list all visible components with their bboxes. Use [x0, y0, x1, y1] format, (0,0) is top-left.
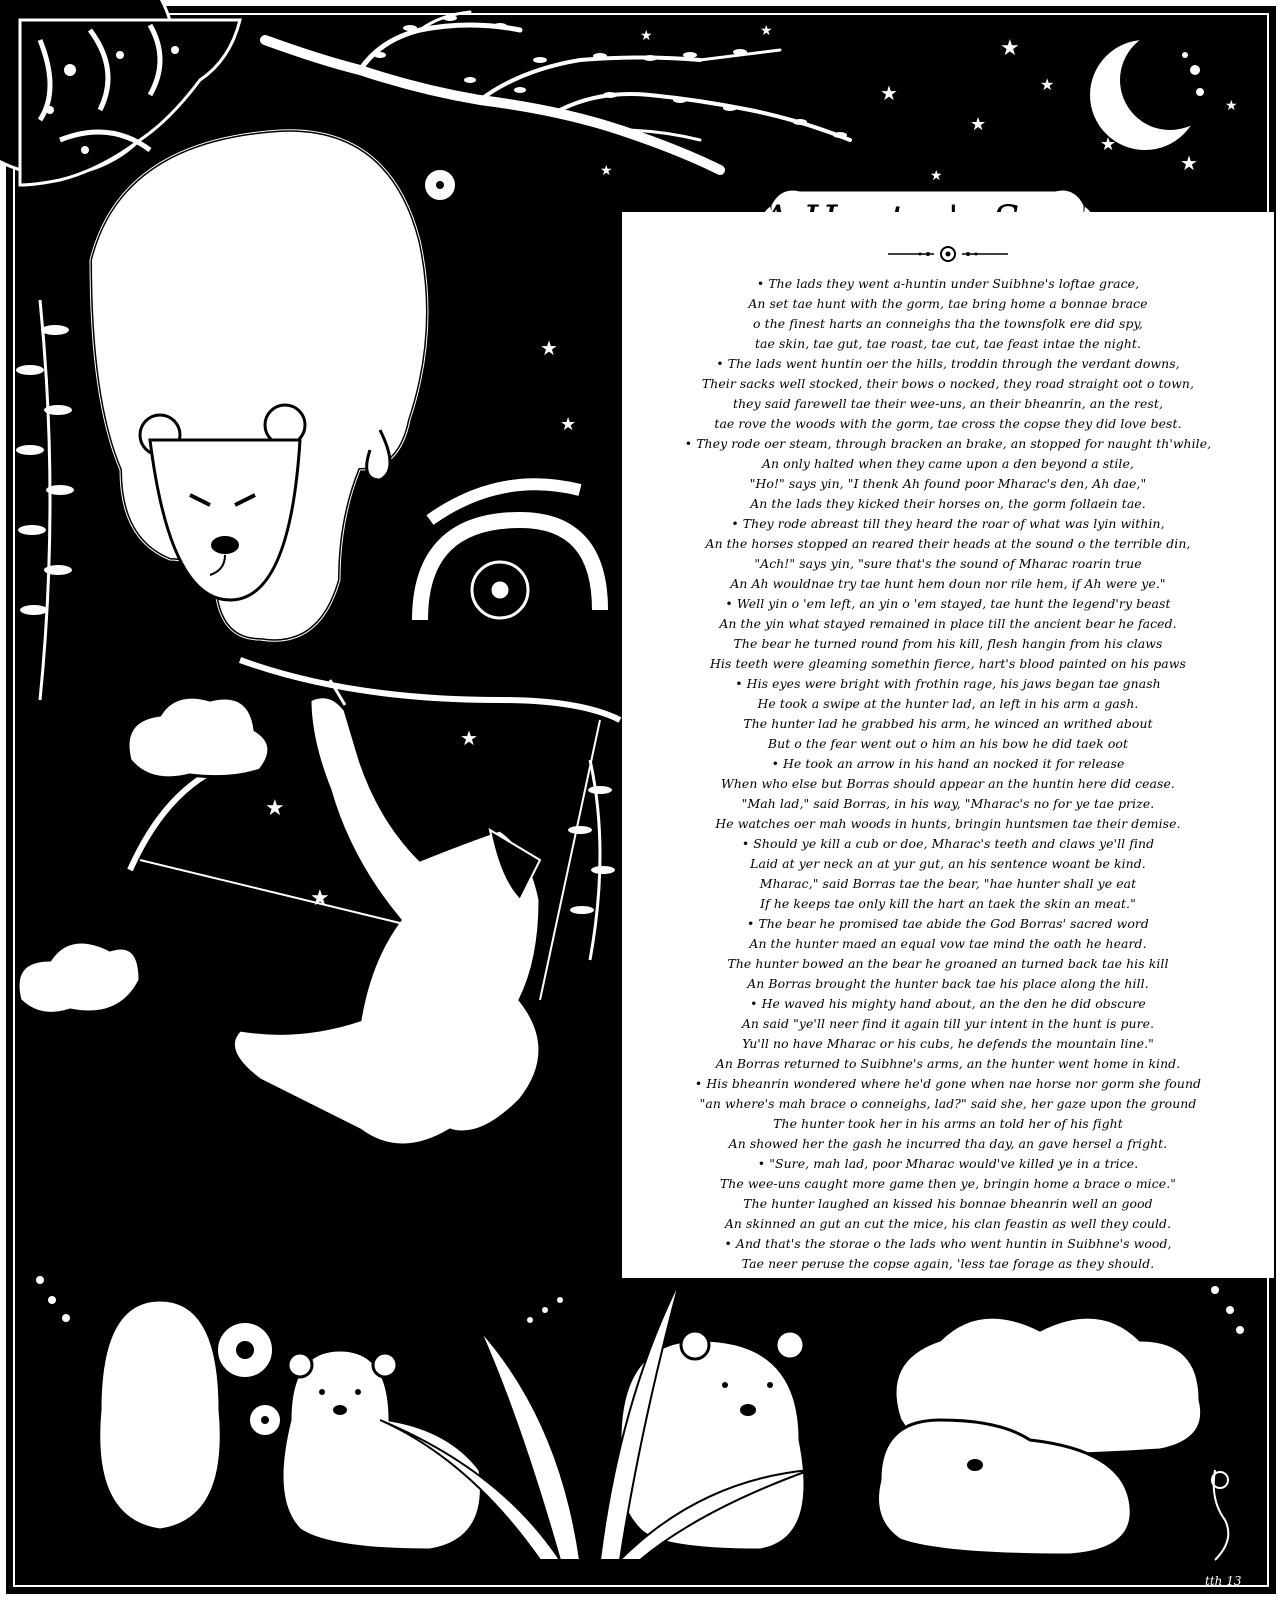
poem-line: An the hunter maed an equal vow tae mind the oath he heard.: [749, 936, 1147, 951]
poem-line: • They rode abreast till they heard the roar of what was lyin within,: [731, 516, 1165, 531]
poem-line: • His eyes were bright with frothin rage, his jaws began tae gnash: [735, 676, 1161, 691]
poem-line: Yu'll no have Mharac or his cubs, he defends the mountain line.": [742, 1036, 1154, 1051]
poem-line: His teeth were gleaming somethin fierce, hart's blood painted on his paws: [710, 656, 1186, 671]
poem-line: An Borras returned to Suibhne's arms, an the hunter went home in kind.: [715, 1056, 1181, 1071]
poem-line: An Borras brought the hunter back tae his place along the hill.: [747, 976, 1149, 991]
poem-line: • The bear he promised tae abide the God Borras' sacred word: [747, 916, 1149, 931]
svg-text:★: ★: [265, 796, 285, 821]
poem-line: Laid at yer neck an at yur gut, an his sentence woant be kind.: [750, 856, 1146, 871]
poem-line: He took a swipe at the hunter lad, an left in his arm a gash.: [757, 696, 1139, 711]
swirl-icon: [420, 484, 600, 620]
poem-line: "Ho!" says yin, "I thenk Ah found poor Mharac's den, Ah dae,": [749, 476, 1147, 491]
poem-line: • He took an arrow in his hand an nocked it for release: [771, 756, 1125, 771]
poem-line: tae rove the woods with the gorm, tae cross the copse they did love best.: [714, 416, 1182, 431]
poem-line: If he keeps tae only kill the hart an taek the skin an meat.": [760, 896, 1136, 911]
poem-line: • Well yin o 'em left, an yin o 'em stayed, tae hunt the legend'ry beast: [725, 596, 1171, 611]
poem-line: • They rode oer steam, through bracken an brake, an stopped for naught th'while,: [684, 436, 1212, 451]
signature-text: tth 13: [1205, 1574, 1242, 1588]
poem-line: An the yin what stayed remained in place till the ancient bear he faced.: [719, 616, 1177, 631]
svg-text:★: ★: [600, 163, 613, 179]
svg-text:★: ★: [460, 726, 478, 750]
bear-icon: [90, 130, 428, 641]
poem-line: The wee-uns caught more game then ye, bringin home a brace o mice.": [719, 1176, 1177, 1191]
poem-line: "an where's mah brace o conneighs, lad?" said she, her gaze upon the ground: [699, 1096, 1197, 1111]
poem-line: An only halted when they came upon a den beyond a stile,: [762, 456, 1134, 471]
svg-text:★: ★: [930, 168, 943, 184]
poem-line: they said farewell tae their wee-uns, an their bheanrin, an the rest,: [733, 396, 1163, 411]
svg-text:★: ★: [1000, 36, 1020, 61]
poem-line: "Ach!" says yin, "sure that's the sound of Mharac roarin true: [754, 556, 1142, 571]
poem-line: When who else but Borras should appear an the huntin here did cease.: [721, 776, 1175, 791]
poem-line: • The lads they went a-huntin under Suibhne's loftae grace,: [756, 276, 1140, 291]
poem-line: An Ah wouldnae try tae hunt hem doun nor rile hem, if Ah were ye.": [730, 576, 1166, 591]
poem-line: An showed her the gash he incurred tha day, an gave hersel a fright.: [728, 1136, 1168, 1151]
poem-line: o the finest harts an conneighs tha the townsfolk ere did spy,: [753, 316, 1143, 331]
svg-text:★: ★: [540, 336, 558, 360]
poem-line: The bear he turned round from his kill, flesh hangin from his claws: [733, 636, 1163, 651]
svg-text:★: ★: [640, 28, 653, 44]
poem-line: • His bheanrin wondered where he'd gone when nae horse nor gorm she found: [694, 1076, 1202, 1091]
poem-line: tae skin, tae gut, tae roast, tae cut, tae feast intae the night.: [754, 336, 1142, 351]
poem-line: • And that's the storae o the lads who went huntin in Suibhne's wood,: [724, 1236, 1172, 1251]
poem-line: An the horses stopped an reared their heads at the sound o the terrible din,: [705, 536, 1191, 551]
poem: [622, 274, 1274, 1274]
svg-text:★: ★: [310, 886, 330, 911]
poem-line: Their sacks well stocked, their bows o nocked, they road straight oot o town,: [701, 376, 1195, 391]
poem-line: "Mah lad," said Borras, in his way, "Mharac's no for ye tae prize.: [741, 796, 1155, 811]
divider-top-icon: [888, 242, 1008, 266]
poem-line: • Should ye kill a cub or doe, Mharac's teeth and claws ye'll find: [741, 836, 1155, 851]
svg-text:★: ★: [560, 414, 577, 435]
poem-line: An skinned an gut an cut the mice, his clan feastin as well they could.: [724, 1216, 1172, 1231]
svg-text:★: ★: [1040, 75, 1055, 94]
poem-panel: [622, 212, 1274, 1278]
poem-line: He watches oer mah woods in hunts, bringin huntsmen tae their demise.: [715, 816, 1181, 831]
poem-line: • He waved his mighty hand about, an the den he did obscure: [750, 996, 1146, 1011]
svg-text:★: ★: [1225, 98, 1238, 114]
poem-line: The hunter bowed an the bear he groaned an turned back tae his kill: [727, 956, 1169, 971]
svg-text:★: ★: [760, 23, 773, 39]
poem-line: An the lads they kicked their horses on, the gorm follaein tae.: [750, 496, 1146, 511]
poem-line: Tae neer peruse the copse again, 'less tae forage as they should.: [741, 1256, 1155, 1271]
poem-line: Mharac," said Borras tae the bear, "hae hunter shall ye eat: [759, 876, 1137, 891]
poem-line: The hunter lad he grabbed his arm, he winced an writhed about: [743, 716, 1153, 731]
svg-text:★: ★: [970, 114, 987, 135]
poem-line: • The lads went huntin oer the hills, troddin through the verdant downs,: [716, 356, 1180, 371]
poem-line: An set tae hunt with the gorm, tae bring home a bonnae brace: [748, 296, 1148, 311]
branch-leaves-icon: [374, 15, 847, 138]
signature-icon: [1205, 1470, 1242, 1588]
poem-line: But o the fear went out o him an his bow he did taek oot: [767, 736, 1129, 751]
poem-line: • "Sure, mah lad, poor Mharac would've killed ye in a trice.: [757, 1156, 1139, 1171]
poem-line: The hunter laughed an kissed his bonnae bheanrin well an good: [743, 1196, 1153, 1211]
svg-text:★: ★: [880, 81, 898, 105]
poem-line: An said "ye'll neer find it again till yur intent in the hunt is pure.: [741, 1016, 1155, 1031]
moon-icon: [1090, 30, 1220, 150]
svg-text:★: ★: [1100, 134, 1117, 155]
svg-text:★: ★: [1180, 151, 1198, 175]
poem-line: The hunter took her in his arms an told her of his fight: [773, 1116, 1123, 1131]
